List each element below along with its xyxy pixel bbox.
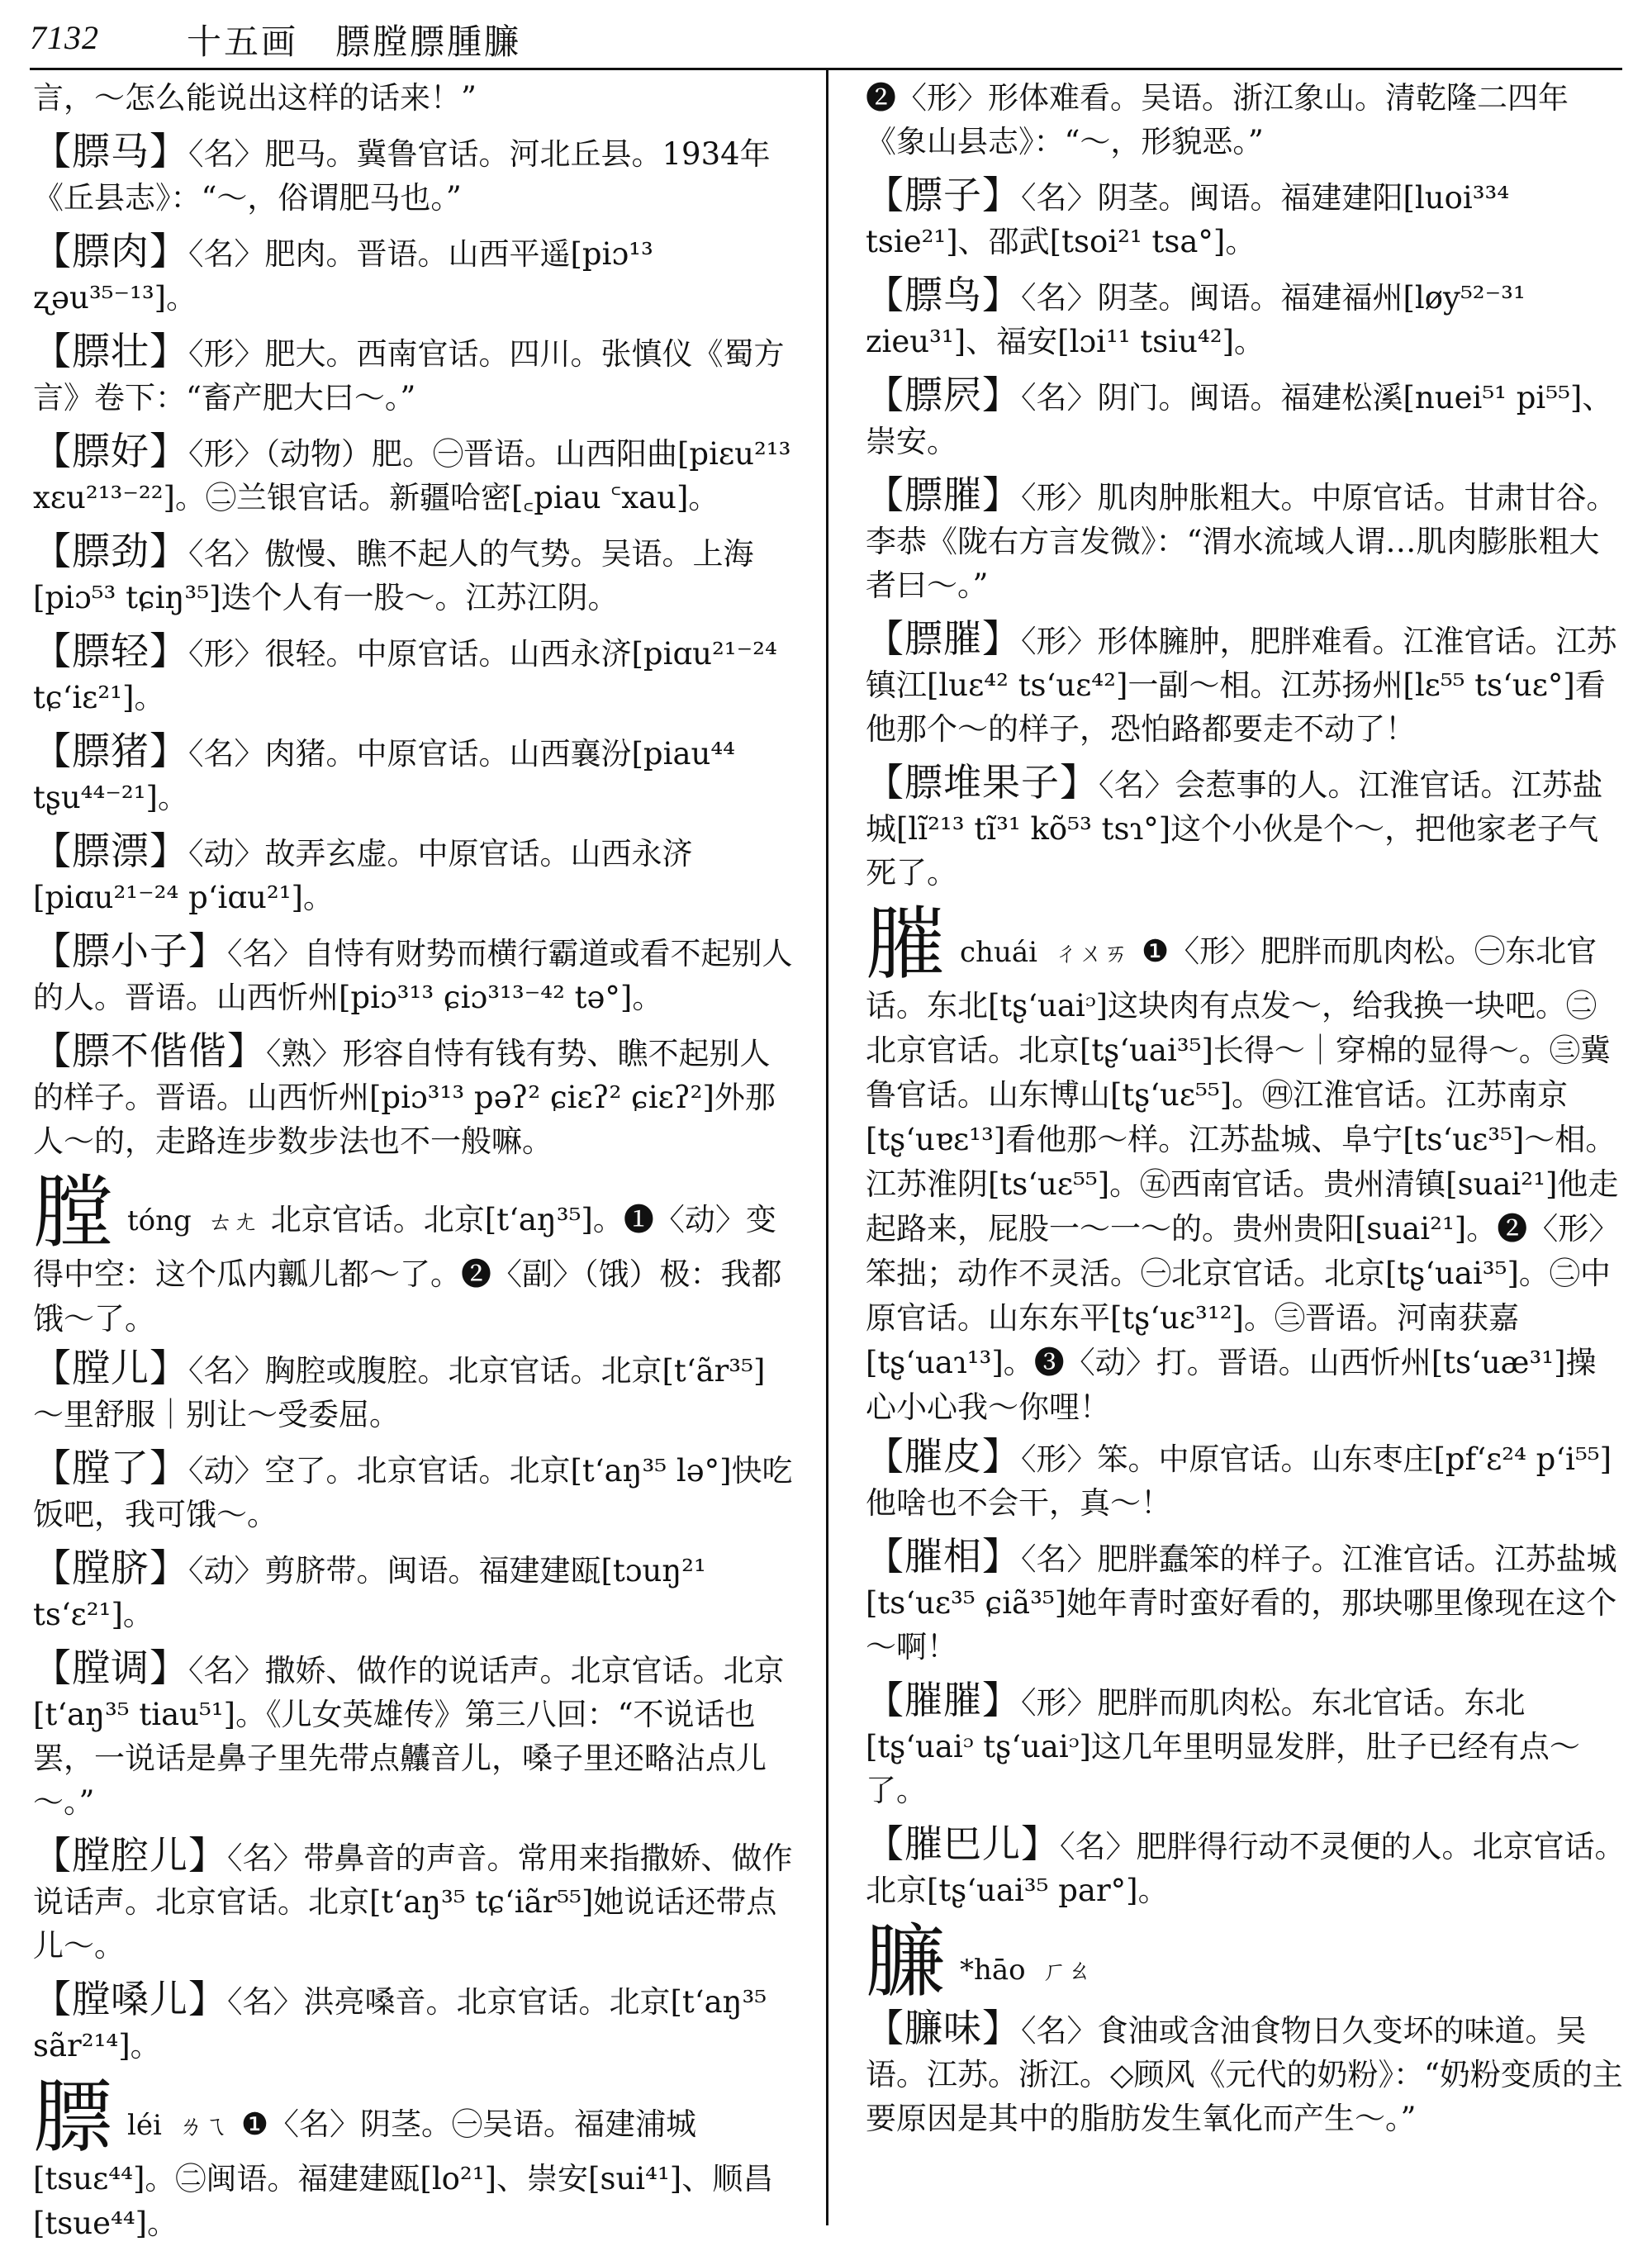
definition-text: ❶〈形〉肥胖而肌肉松。㊀东北官话。东北[tʂʻuaiᵓ]这块肉有点发～，给我换一块吧。㊁北京官话。北京[tʂʻuai³⁵]长得～｜穿棉的显得～。㊂冀鲁官话。山东博山[tʂʻuɛ⁵⁵]。㊃江淮官话。江苏南京[tʂʻuɐɛ¹³]看他那～样。江苏盐城、阜宁[tsʻuɛ³⁵]～相。江苏淮阴[tsʻuɛ⁵⁵]。㊄西南官话。贵州清镇[suai²¹]他走起路来，屁股一～一～的。贵州贵阳[suai²¹]。❷〈形〉笨拙；动作不灵活。㊀北京官话。北京[tʂʻuai³⁵]。㊁中原官话。山东东平[tʂʻuɛ³¹²]。㊂晋语。河南获嘉[tʂʻuaɿ¹³]。❸〈动〉打。晋语。山西忻州[tsʻuæ³¹]操心小心我～你哩！ — [866, 933, 1620, 1425]
entry-headword: 【膛调】 — [33, 1646, 188, 1690]
entry-headword: 【膘肉】 — [33, 229, 188, 273]
continuation-text — [33, 76, 793, 120]
definition-text: 〈名〉带鼻音的声音。常用来指撒娇、做作说话声。北京官话。北京[tʻaŋ³⁵ tɕʻiãr⁵⁵]她说话还带点儿～。 — [33, 1840, 793, 1964]
definition-text: 〈名〉胸腔或腹腔。北京官话。北京[tʻãr³⁵]～里舒服｜别让～受委屈。 — [33, 1353, 766, 1432]
definition-text: 〈名〉肉猪。中原官话。山西襄汾[piau⁴⁴ tʂu⁴⁴⁻²¹]。 — [33, 736, 736, 815]
entry-headword: 【膘轻】 — [33, 629, 188, 673]
entry-headword: 【膘膗】 — [866, 616, 1021, 661]
definition-text: 〈动〉空了。北京官话。北京[tʻaŋ³⁵ lə°]快吃饭吧，我可饿～。 — [33, 1453, 793, 1532]
entry-headword: 【膛儿】 — [33, 1346, 188, 1390]
zhuyin: ㄏㄠ — [1042, 1957, 1092, 1986]
entry-headword: 【膘堆果子】 — [866, 760, 1099, 805]
word-entry — [866, 273, 1626, 363]
entry-headword: 【膗巴儿】 — [866, 1821, 1060, 1866]
definition-text: 言，～怎么能说出这样的话来！” — [33, 80, 477, 116]
word-entry — [866, 1535, 1626, 1669]
definition-text: 〈形〉肥胖而肌肉松。东北官话。东北[tʂʻuaiᵓ tʂʻuaiᵓ]这几年里明显发胖，肚子已经有点～了。 — [866, 1685, 1580, 1808]
continuation-text — [866, 76, 1626, 164]
word-entry — [33, 829, 793, 919]
word-entry — [33, 929, 793, 1019]
page-number: 7132 — [30, 19, 99, 56]
definition-text: 〈熟〉形容自恃有钱有势、瞧不起别人的样子。晋语。山西忻州[piɔ³¹³ pəʔ² ɕiɛʔ² ɕiɛʔ²]外那人～的，走路连步数步法也不一般嘛。 — [33, 1036, 776, 1159]
definition-text: 北京官话。北京[tʻaŋ³⁵]。❶〈动〉变得中空：这个瓜内瓤儿都～了。❷〈副〉（饿）极：我都饿～了。 — [33, 1202, 782, 1337]
entry-headword: 【膘小子】 — [33, 928, 227, 973]
column-divider — [826, 69, 828, 2225]
word-entry — [33, 1029, 793, 1163]
entry-headword: 【膛了】 — [33, 1446, 188, 1490]
word-entry — [33, 230, 793, 320]
character-entry — [33, 2071, 793, 2246]
word-entry — [866, 473, 1626, 607]
definition-text: 〈名〉阴茎。闽语。福建福州[løy⁵²⁻³¹ zieu³¹]、福安[lɔi¹¹ tsiu⁴²]。 — [866, 280, 1526, 359]
head-character: 臁 — [866, 1916, 945, 2008]
character-entry — [866, 1916, 1626, 2008]
definition-text: 〈名〉肥胖得行动不灵便的人。北京官话。北京[tʂʻuai³⁵ par°]。 — [866, 1829, 1626, 1908]
word-entry — [33, 130, 793, 220]
word-entry — [866, 761, 1626, 895]
entry-headword: 【膘屄】 — [866, 373, 1021, 417]
character-entry — [33, 1166, 793, 1342]
definition-text: ❷〈形〉形体难看。吴语。浙江象山。清乾隆二四年《象山县志》：“～，形貌恶。” — [866, 80, 1569, 159]
word-entry — [866, 1679, 1626, 1812]
definition-text: 〈动〉剪脐带。闽语。福建建瓯[tɔuŋ²¹ tsʻɛ²¹]。 — [33, 1553, 706, 1632]
chapter-title: 十五画 膘膛膘腫臁 — [187, 21, 522, 62]
word-entry — [866, 2006, 1626, 2140]
definition-text: 〈名〉洪亮嗓音。北京官话。北京[tʻaŋ³⁵ sãr²¹⁴]。 — [33, 1984, 767, 2063]
definition-text: 〈名〉阴门。闽语。福建松溪[nuei⁵¹ pi⁵⁵]、崇安。 — [866, 380, 1613, 459]
definition-text: 〈名〉傲慢、瞧不起人的气势。吴语。上海[piɔ⁵³ tɕiŋ³⁵]迭个人有一股～。江苏江阴。 — [33, 536, 754, 615]
entry-headword: 【膛脐】 — [33, 1546, 188, 1590]
character-entry — [866, 898, 1626, 1430]
word-entry — [33, 1446, 793, 1536]
definition-text: 〈形〉肌肉肿胀粗大。中原官话。甘肃甘谷。李恭《陇右方言发微》：“渭水流域人谓…肌肉膨胀粗大者曰～。” — [866, 480, 1617, 603]
definition-text: 〈形〉笨。中原官话。山东枣庄[pfʻɛ²⁴ pʻi⁵⁵]他啥也不会干，真～！ — [866, 1441, 1612, 1521]
definition-text: 〈名〉会惹事的人。江淮官话。江苏盐城[lĩ²¹³ tĩ³¹ kõ⁵³ tsɿ°]这个小伙是个～，把他家老子气死了。 — [866, 767, 1603, 890]
word-entry — [33, 1834, 793, 1968]
word-entry — [33, 1978, 793, 2068]
entry-headword: 【膛腔儿】 — [33, 1833, 227, 1878]
head-character: 膛 — [33, 1166, 112, 1259]
entry-headword: 【膘不偕偕】 — [33, 1028, 266, 1073]
definition-text: 〈动〉故弄玄虚。中原官话。山西永济[piɑu²¹⁻²⁴ pʻiɑu²¹]。 — [33, 836, 693, 915]
definition-text: 〈名〉自恃有财势而横行霸道或看不起别人的人。晋语。山西忻州[piɔ³¹³ ɕiɔ³¹³⁻⁴² tə°]。 — [33, 936, 793, 1015]
entry-headword: 【膘膗】 — [866, 473, 1021, 517]
definition-text: 〈形〉形体臃肿，肥胖难看。江淮官话。江苏镇江[luɛ⁴² tsʻuɛ⁴²]一副～相。江苏扬州[lɛ⁵⁵ tsʻuɛ°]看他那个～的样子，恐怕路都要走不动了！ — [866, 624, 1617, 747]
definition-text: 〈形〉很轻。中原官话。山西永济[piɑu²¹⁻²⁴ tɕʻiɛ²¹]。 — [33, 636, 777, 715]
definition-text: 〈名〉撒娇、做作的说话声。北京官话。北京[tʻaŋ³⁵ tiau⁵¹]。《儿女英雄传》第三八回：“不说话也罢，一说话是鼻子里先带点齉音儿，嗓子里还略沾点儿～。” — [33, 1653, 785, 1820]
word-entry — [33, 629, 793, 719]
definition-text: 〈名〉阴茎。闽语。福建建阳[luoi³³⁴ tsie²¹]、邵武[tsoi²¹ tsa°]。 — [866, 180, 1510, 259]
word-entry — [866, 1435, 1626, 1525]
word-entry — [866, 173, 1626, 264]
page-header — [30, 15, 1622, 68]
entry-headword: 【膘鸟】 — [866, 273, 1021, 317]
entry-headword: 【膘马】 — [33, 129, 188, 173]
word-entry — [33, 1546, 793, 1636]
pinyin: chuái — [960, 936, 1037, 969]
head-character: 膗 — [866, 898, 945, 990]
word-entry — [866, 1822, 1626, 1912]
word-entry — [33, 729, 793, 819]
definition-text: 〈形〉（动物）肥。㊀晋语。山西阳曲[piɛu²¹³ xɛu²¹³⁻²²]。㊁兰银官话。新疆哈密[꜀piau ꜂xau]。 — [33, 436, 791, 515]
entry-headword: 【膘子】 — [866, 173, 1021, 217]
head-character: 膘 — [33, 2071, 112, 2163]
word-entry — [33, 1646, 793, 1824]
entry-headword: 【膘猪】 — [33, 729, 188, 773]
entry-headword: 【膘漂】 — [33, 829, 188, 873]
definition-text: 〈名〉肥胖蠢笨的样子。江淮官话。江苏盐城[tsʻuɛ³⁵ ɕiã³⁵]她年青时蛮好看的，那块哪里像现在这个～啊！ — [866, 1541, 1617, 1665]
left-column — [33, 76, 793, 2251]
word-entry — [866, 617, 1626, 751]
zhuyin: ㄌㄟ — [178, 2112, 228, 2141]
entry-headword: 【膘劲】 — [33, 529, 188, 573]
word-entry — [33, 330, 793, 420]
definition-text: 〈名〉肥肉。晋语。山西平遥[piɔ¹³ ʐəu³⁵⁻¹³]。 — [33, 236, 653, 316]
pinyin: léi — [127, 2109, 162, 2142]
word-entry — [33, 530, 793, 620]
definition-text: ❶〈名〉阴茎。㊀吴语。福建浦城[tsuɛ⁴⁴]。㊁闽语。福建建瓯[lo²¹]、崇安[sui⁴¹]、顺昌[tsue⁴⁴]。 — [33, 2106, 774, 2241]
word-entry — [33, 430, 793, 520]
entry-headword: 【膗相】 — [866, 1534, 1021, 1579]
zhuyin: ㄔㄨㄞ — [1053, 939, 1128, 968]
pinyin: *hāo — [960, 1954, 1026, 1987]
entry-headword: 【臁味】 — [866, 2006, 1021, 2050]
pinyin: tóng — [127, 1204, 192, 1237]
entry-headword: 【膘壮】 — [33, 329, 188, 373]
definition-text: 〈名〉食油或含油食物日久变坏的味道。吴语。江苏。浙江。◇顾风《元代的奶粉》：“奶粉变质的主要原因是其中的脂肪发生氧化而产生～。” — [866, 2013, 1623, 2136]
right-column — [866, 76, 1626, 2150]
zhuyin: ㄊㄤ — [207, 1208, 258, 1237]
entry-headword: 【膘好】 — [33, 429, 188, 473]
word-entry — [33, 1346, 793, 1437]
entry-headword: 【膛嗓儿】 — [33, 1977, 227, 2021]
definition-text: 〈名〉肥马。冀鲁官话。河北丘县。1934年《丘县志》：“～，俗谓肥马也。” — [33, 136, 771, 216]
entry-headword: 【膗皮】 — [866, 1434, 1021, 1479]
entry-headword: 【膗膗】 — [866, 1678, 1021, 1722]
definition-text: 〈形〉肥大。西南官话。四川。张慎仪《蜀方言》卷下：“畜产肥大曰～。” — [33, 336, 785, 416]
word-entry — [866, 373, 1626, 463]
